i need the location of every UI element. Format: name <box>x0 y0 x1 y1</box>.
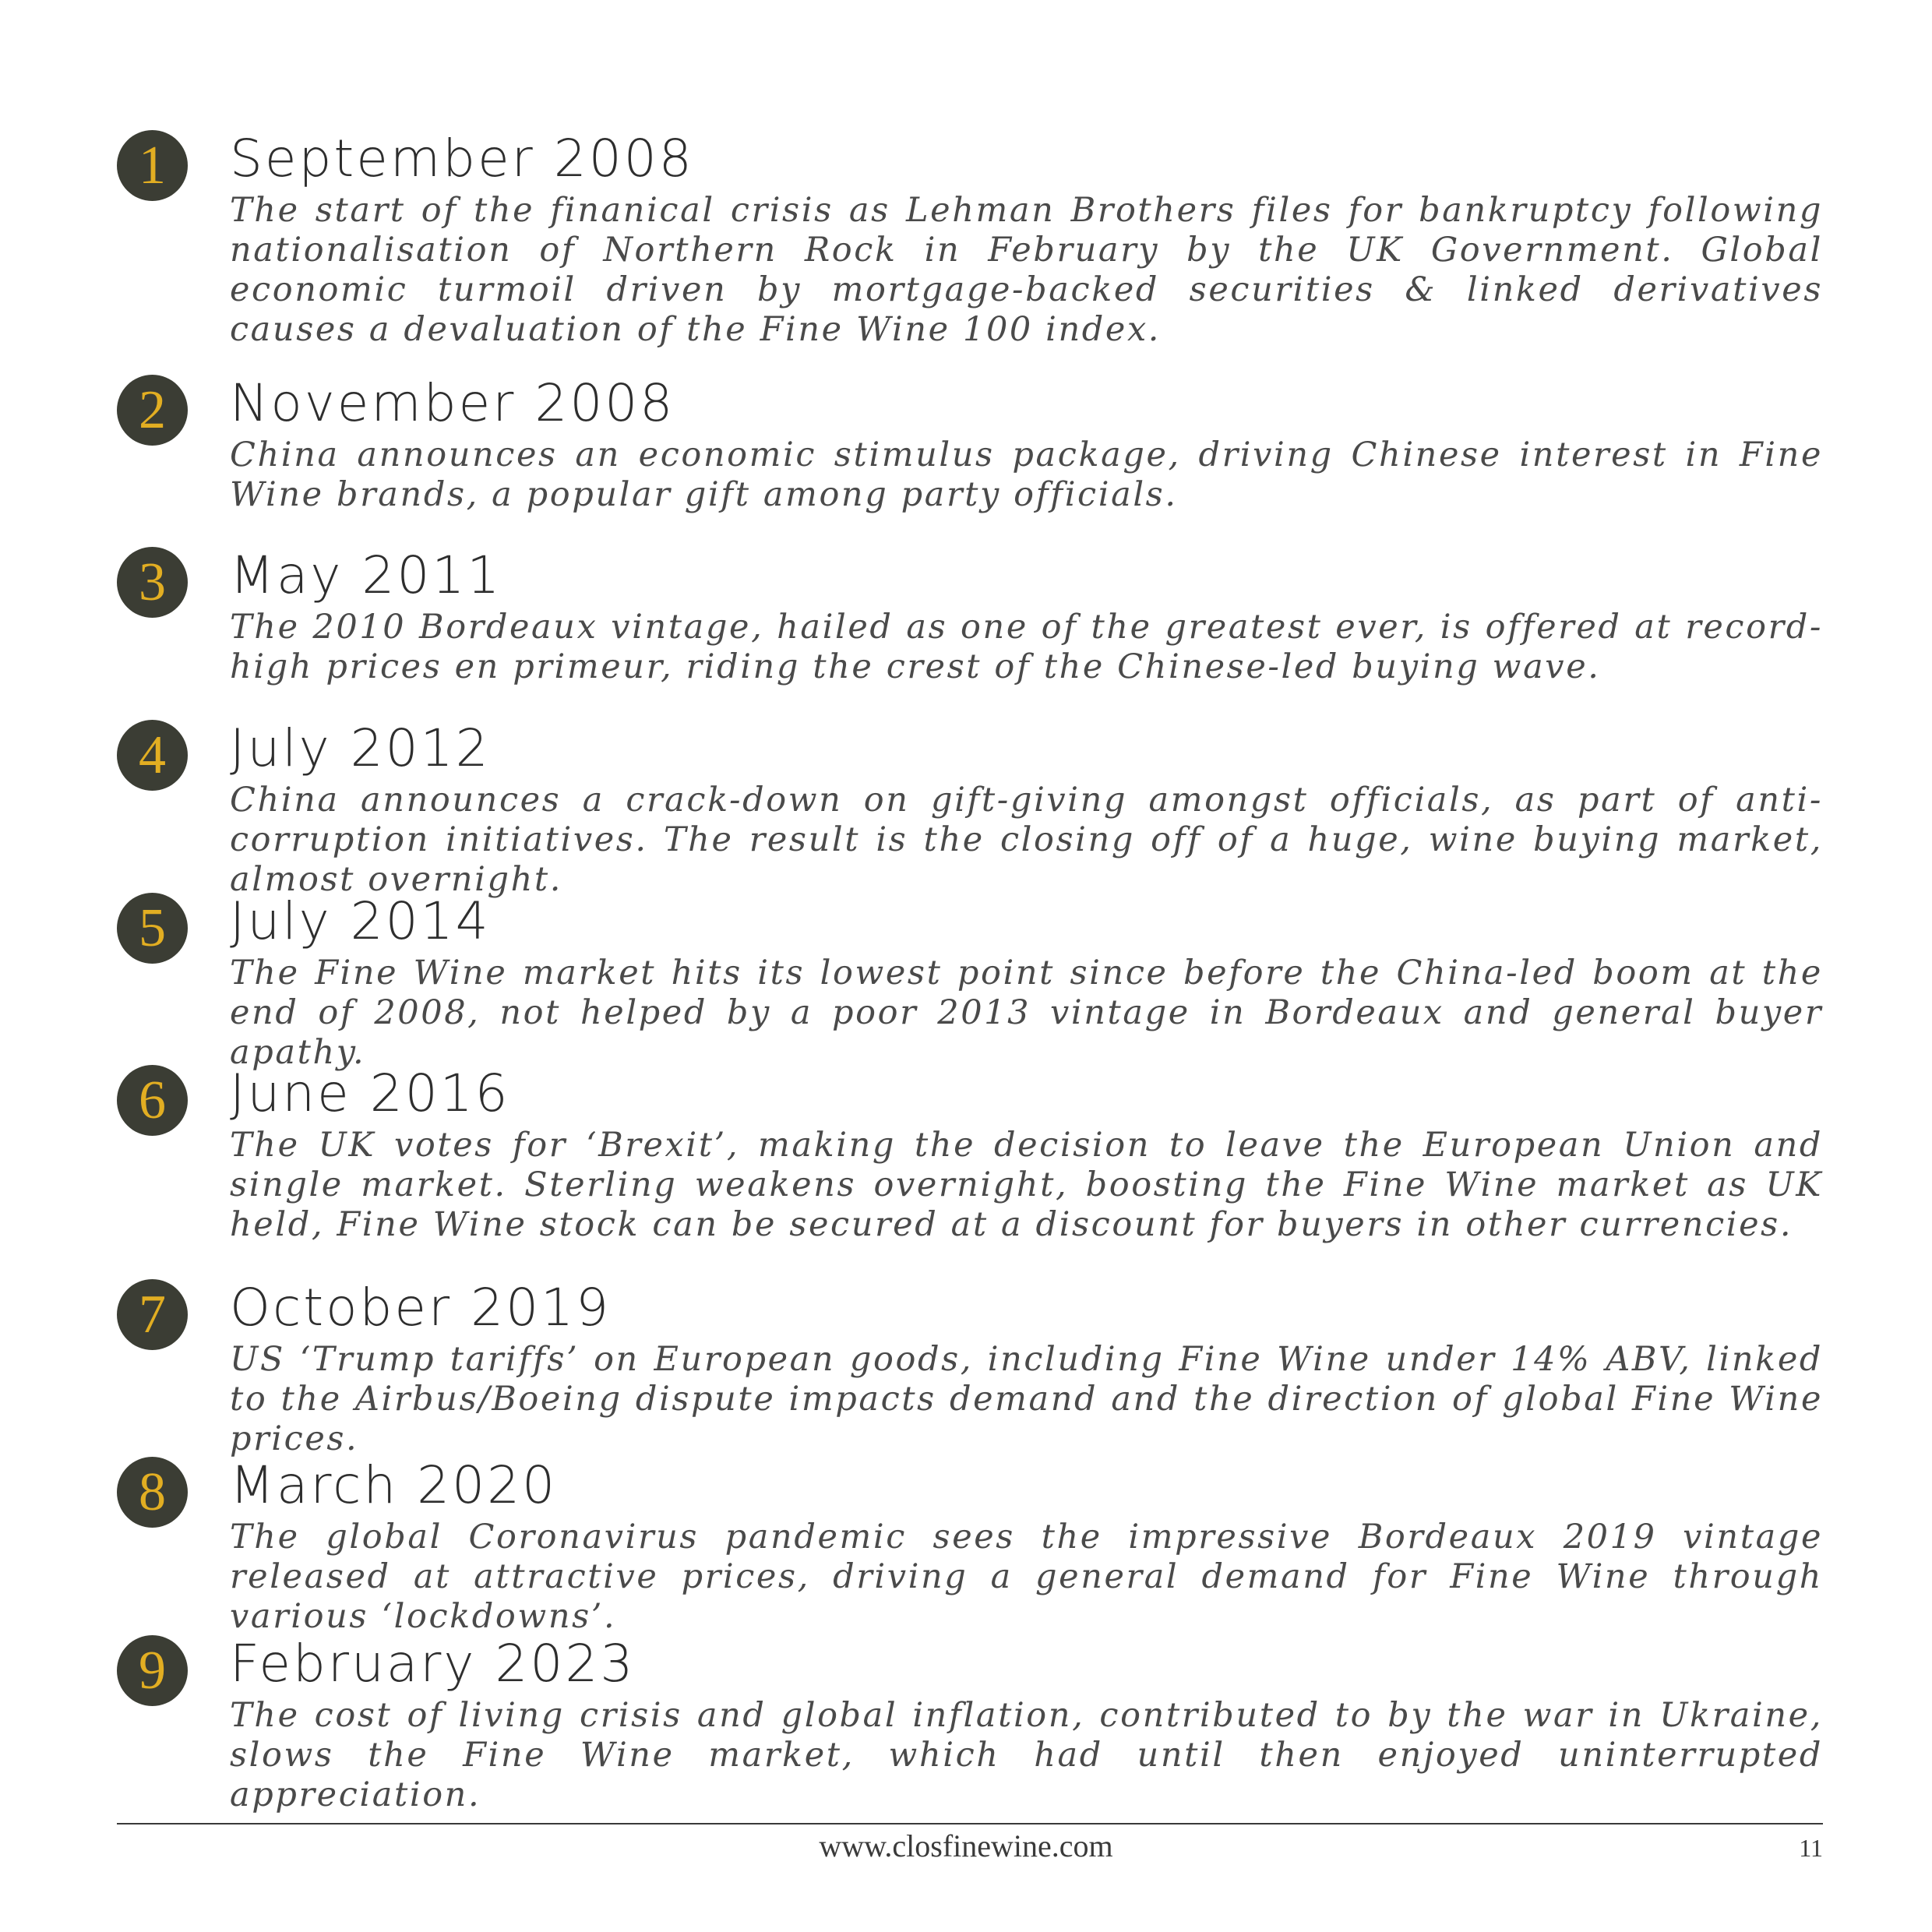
entry-date-heading: June 2016 <box>230 1063 510 1123</box>
entry-number-badge: 4 <box>117 720 188 791</box>
entry-date-heading: September 2008 <box>230 129 694 189</box>
entry-description: The Fine Wine market hits its lowest point since before the China-led boom at the end of 2008, not helped by a poor 2013 vintage in Bordeaux and general buyer apathy. <box>230 954 1823 1072</box>
entry-number-badge: 6 <box>117 1065 188 1136</box>
entry-number-badge: 5 <box>117 893 188 964</box>
entry-number-badge: 3 <box>117 547 188 618</box>
entry-description: The cost of living crisis and global inflation, contributed to by the war in Ukraine, slows the Fine Wine market, which had until then enjoyed uninterrupted appreciation. <box>230 1696 1823 1814</box>
entry-description: China announces a crack-down on gift-giving amongst officials, as part of anti-corruption initiatives. The result is the closing off of a huge, wine buying market, almost overnight. <box>230 781 1823 899</box>
page-number: 11 <box>1799 1834 1823 1862</box>
entry-description: US ‘Trump tariffs’ on European goods, including Fine Wine under 14% ABV, linked to the Airbus/Boeing dispute impacts demand and the direction of global Fine Wine prices. <box>230 1340 1823 1458</box>
entry-date-heading: February 2023 <box>230 1634 636 1694</box>
entry-number-badge: 9 <box>117 1635 188 1706</box>
entry-date-heading: March 2020 <box>230 1455 558 1515</box>
entry-date-heading: May 2011 <box>230 545 502 605</box>
entry-number-badge: 7 <box>117 1279 188 1350</box>
footer-website-url: www.closfinewine.com <box>819 1828 1113 1863</box>
entry-date-heading: July 2012 <box>230 718 491 778</box>
entry-description: The global Coronavirus pandemic sees the impressive Bordeaux 2019 vintage released at attractive prices, driving a general demand for Fine Wine through various ‘lockdowns’. <box>230 1518 1823 1636</box>
entry-description: The start of the finanical crisis as Lehman Brothers files for bankruptcy following nationalisation of Northern Rock in February by the UK Government. Global economic turmoil driven by mortgage-backed securities & linked derivatives causes a devaluation of the Fine Wine 100 index. <box>230 191 1823 349</box>
entry-description: China announces an economic stimulus package, driving Chinese interest in Fine Wine brands, a popular gift among party officials. <box>230 435 1823 514</box>
entry-description: The UK votes for ‘Brexit’, making the decision to leave the European Union and single market. Sterling weakens overnight, boosting the Fine Wine market as UK held, Fine Wine stock can be secured at a discount for buyers in other currencies. <box>230 1126 1823 1244</box>
entry-description: The 2010 Bordeaux vintage, hailed as one of the greatest ever, is offered at record-high prices en primeur, riding the crest of the Chinese-led buying wave. <box>230 608 1823 686</box>
entry-date-heading: November 2008 <box>230 373 675 433</box>
entry-date-heading: October 2019 <box>230 1278 612 1338</box>
entry-date-heading: July 2014 <box>230 891 491 951</box>
entry-number-badge: 2 <box>117 375 188 446</box>
entry-number-badge: 8 <box>117 1457 188 1528</box>
entry-number-badge: 1 <box>117 130 188 201</box>
footer-divider <box>117 1823 1823 1824</box>
